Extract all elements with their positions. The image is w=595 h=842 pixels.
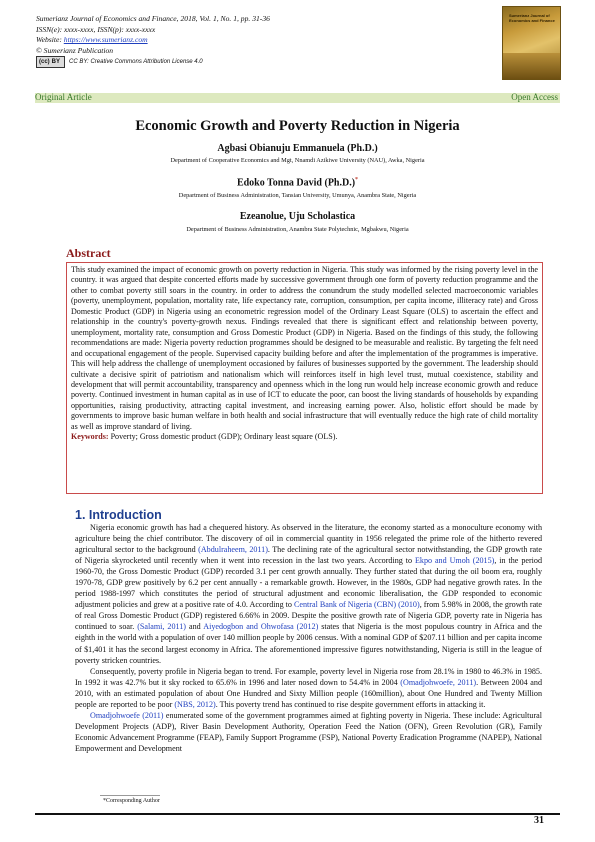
section-heading: 1. Introduction bbox=[75, 508, 162, 522]
author-affiliation: Department of Business Administration, Anambra State Polytechnic, Mgbakwu, Nigeria bbox=[186, 226, 409, 233]
paragraph: Consequently, poverty profile in Nigeria began to trend. For example, poverty level in Nigeria rose from 28.1% in 1980 to 46.3% in 1985. In 1992 it was 42.7% but it sky rocked to 65.6% in 1996 and later nosed down to 54.4% in 2004 (Omadjohwoefe, 2011). Between 2004 and 2010, with an estimated population of about One Hundred and Sixty Million people (160million), about One Hundred and Twenty Million people are reported to be poor (NBS, 2012). This poverty trend has continued to rise despite government efforts in attacking it. bbox=[75, 666, 542, 709]
citation-link[interactable]: Omadjohwoefe (2011) bbox=[90, 710, 164, 720]
website-line bbox=[36, 35, 456, 46]
footnote: *Corresponding Author bbox=[103, 798, 160, 804]
cover-title: Sumerianz Journal of Economics and Finance bbox=[509, 13, 555, 23]
abstract-box bbox=[66, 262, 543, 494]
paper-title: Economic Growth and Poverty Reduction in Nigeria bbox=[135, 118, 460, 134]
author-name: Ezeanolue, Uju Scholastica bbox=[239, 211, 356, 222]
author-affiliation: Department of Business Administration, Tansian University, Umunya, Anambra State, Nigeria bbox=[178, 192, 417, 199]
author-name: Edoko Tonna David (Ph.D.)* bbox=[236, 177, 359, 189]
author-name: Agbasi Obianuju Emmanuela (Ph.D.) bbox=[217, 143, 378, 154]
keywords-line bbox=[71, 432, 538, 442]
cover-band bbox=[503, 53, 560, 79]
keywords-label: Keywords: bbox=[71, 432, 109, 442]
page-footer-rule bbox=[35, 813, 560, 815]
footnote-rule bbox=[100, 795, 160, 796]
citation-link[interactable]: (Abdulraheem, 2011) bbox=[198, 545, 268, 555]
keywords-list: Poverty; Gross domestic product (GDP); Ordinary least square (OLS). bbox=[108, 432, 338, 442]
author-affiliation: Department of Cooperative Economics and Mgt, Nnamdi Azikiwe University (NAU), Awka, Nigeria bbox=[170, 157, 425, 164]
introduction-body bbox=[75, 522, 542, 754]
journal-citation: Sumerianz Journal of Economics and Finance, 2018, Vol. 1, No. 1, pp. 31-36 bbox=[36, 14, 270, 23]
issn-line: ISSN(e): xxxx-xxxx, ISSN(p): xxxx-xxxx bbox=[36, 24, 156, 34]
cc-license-icon[interactable]: (cc) BY bbox=[36, 56, 65, 68]
citation-link[interactable]: (Salami, 2011) bbox=[137, 622, 186, 632]
paragraph: Omadjohwoefe (2011) enumerated some of the government programmes aimed at fighting poverty in Nigeria. These include: Agricultural Development Projects (ADP), River Basin Development Authority, Operation Feed the Nation (OFN), Green Revolution (GR), Family Economic Advancement Programme (FEAP), Family Support Programme (FSP), National Poverty Eradication Programme (NAPEP), National Empowerment and Development bbox=[75, 710, 542, 753]
cc-symbol-icon: (cc) bbox=[39, 59, 50, 66]
journal-cover-image bbox=[502, 6, 561, 80]
publisher-line: © Sumerianz Publication bbox=[36, 45, 114, 55]
article-type-bar bbox=[35, 93, 560, 103]
page-number: 31 bbox=[534, 815, 544, 826]
license-text: CC BY: Creative Commons Attribution License 4.0 bbox=[69, 59, 203, 66]
corresponding-mark: * bbox=[355, 177, 359, 183]
paragraph: Nigeria economic growth has had a chequered history. As observed in the literature, the economy started as a monoculture economy with agriculture being the chief contributor. The discovery of oil in commercial quantity in 1956 relegated the prime role of the hitherto revered agricultural sector to the background (Abdulraheem, 2011). The declining rate of the agricultural sector notwithstanding, the GDP growth rate of Nigeria skyrocketed until recently when it went into recession in the last two years. According to Ekpo and Umoh (2015), in the period 1960-70, the Gross Domestic Product (GDP) recorded 3.1 per cent growth annually. They further stated that during the oil boom era, roughly 1970-78, GDP grew positively by 6.2 per cent annually - a remarkable growth. However, in the 1980s, GDP had negative growth rates. In the period 1988-1997 which constitutes the period of structural adjustment and economic liberalisation, the GDP responded to economic adjustment policies and grew at a positive rate of 4.0. According to Central Bank of Nigeria (CBN) (2010), from 5.98% in 2008, the growth rate of real Gross Domestic Product (GDP) registered 6.66% in 2009. Despite the positive growth rate of Nigeria GDP, poverty rate in Nigeria has continued to soar. (Salami, 2011) and Aiyedogbon and Ohwofasa (2012) states that Nigeria is the most populous country in Africa and the eighth in the world with a population of over 140 million people by 2006 census. With a nominal GDP of $207.11 billion and per capita income of $1,401 it has the second largest economy in Africa. The aforementioned impressive figures notwithstanding, Nigeria is still in the league of poverty stricken countries. bbox=[75, 523, 543, 665]
license-row bbox=[36, 56, 456, 68]
journal-header bbox=[36, 14, 456, 68]
original-article-label: Original Article bbox=[35, 92, 92, 102]
abstract-heading: Abstract bbox=[66, 246, 111, 260]
website-link[interactable]: https://www.sumerianz.com bbox=[63, 35, 148, 45]
open-access-label: Open Access bbox=[511, 92, 558, 102]
citation-link[interactable]: (NBS, 2012) bbox=[174, 699, 216, 709]
abstract-text: This study examined the impact of economic growth on poverty reduction in Nigeria. This study was informed by the rising poverty level in the country. it was argued that despite concerted efforts made by successive government through one form of poverty reduction programme and the other to combat poverty still soars in the country. in order to address the conundrum the study modelled selected macroeconomic variables (poverty, unemployment, population, mortality rate, life expectancy rate, corruption, consumption, per capita income, illiteracy rate) and Gross Domestic Product (GDP) in Nigeria using an econometric regression model of the Ordinary Least Square (OLS) to ascertain the effect and relationship in the country's poverty-growth nexus. Findings revealed that there is significant effect and relationship between poverty, unemployment, mortality rate, consumption and Gross Domestic Product (GDP) in Nigeria. Based on the findings of this study, the following recommendations are made: Nigeria poverty reduction programmes should be designed to be measurable and realistic. By targeting the felt need and occupational engagement of the people. Supervised capacity building before and after the implementation of the programmes is imperative. This will help address the challenge of unemployment occasioned by failures of businesses supported by the government. The leadership should cultivate a decisive spirit of patriotism and nationalism which will reinforces itself in high level trust, mutual coexistence, stability and development that will permit accountability, transparency and openness which in the long run would help increase economic growth and reduce poverty. Continued investment in human capital as in use of ICT to educate the poor, can boost the living standards of households by expanding opportunities, raising productivity, attracting capital investment, and increasing earning power. Also, holistic effort should be made by governments to improve basic human welfare in both health and social infrastructure that will eventually reduce the high rate of child mortality as well as improve standard of living. bbox=[71, 265, 538, 431]
citation-link[interactable]: Aiyedogbon and Ohwofasa (2012) bbox=[203, 622, 319, 632]
citation-link[interactable]: Ekpo and Umoh (2015) bbox=[414, 556, 495, 566]
citation-link[interactable]: Central Bank of Nigeria (CBN) (2010) bbox=[294, 600, 420, 610]
citation-link[interactable]: (Omadjohwoefe, 2011) bbox=[400, 677, 477, 687]
website-label: Website: bbox=[36, 35, 64, 45]
